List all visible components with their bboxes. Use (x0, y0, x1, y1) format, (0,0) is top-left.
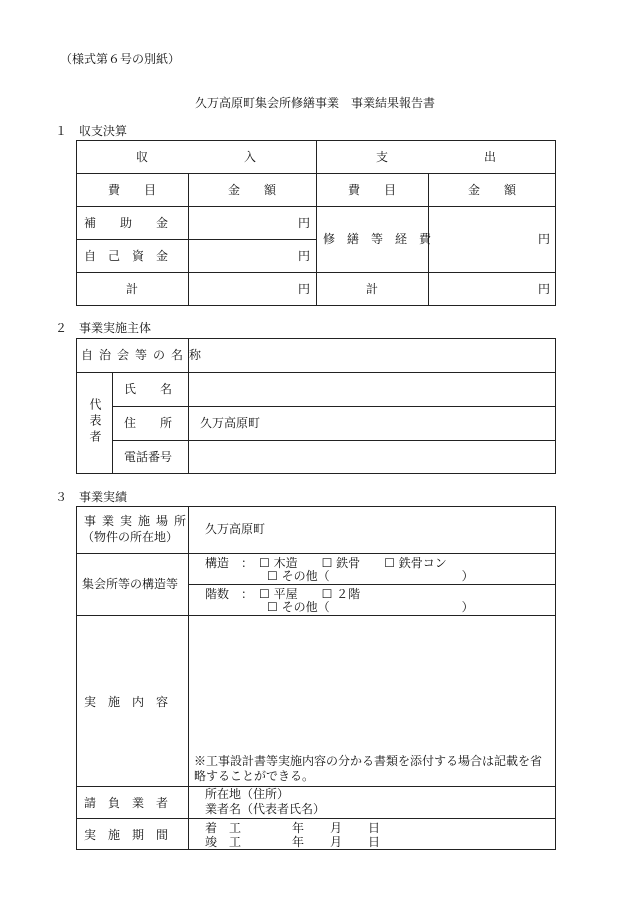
subsidy-label: 補 助 金 (84, 216, 169, 230)
floors-row1: 階数 ： ☐ 平屋 ☐ ２階 (205, 587, 361, 601)
representative-label: 代表者 (88, 398, 102, 446)
repair-expense-label: 修 繕 等 経 費 (323, 232, 432, 246)
content-note-2: 略することができる。 (194, 769, 315, 783)
address-label: 住 所 (124, 416, 173, 430)
contractor-location: 所在地（住所） (205, 787, 290, 801)
own-funds-label: 自 己 資 金 (84, 249, 169, 263)
end-month: 月 (330, 835, 343, 849)
section2-heading: ２ 事業実施主体 (55, 321, 152, 335)
start-year: 年 (292, 821, 305, 835)
income-total-label: 計 (125, 282, 138, 296)
income-header: 収 入 (135, 150, 256, 164)
contractor-name: 業者名（代表者氏名） (205, 802, 326, 816)
page-title: 久万高原町集会所修繕事業 事業結果報告書 (194, 96, 435, 110)
content-note-1: ※工事設計書等実施内容の分かる書類を添付する場合は記載を省 (194, 754, 543, 768)
start-label: 着 工 (205, 821, 242, 835)
period-label: 実 施 期 間 (84, 828, 169, 842)
income-total-yen: 円 (297, 282, 310, 296)
place-sublabel: （物件の所在地） (82, 530, 179, 544)
own-funds-yen: 円 (297, 249, 310, 263)
expense-amount-header: 金 額 (467, 183, 516, 197)
structure-label: 集会所等の構造等 (82, 577, 179, 591)
place-label: 事業実施場所 (84, 514, 193, 528)
expense-total-label: 計 (365, 282, 378, 296)
section1-heading: １ 収支決算 (55, 124, 128, 138)
start-month: 月 (330, 821, 343, 835)
expense-header: 支 出 (375, 150, 496, 164)
section3-heading: ３ 事業実績 (55, 490, 128, 504)
end-year: 年 (292, 835, 305, 849)
contractor-label: 請 負 業 者 (84, 796, 169, 810)
phone-label: 電話番号 (124, 450, 173, 464)
end-label: 竣 工 (205, 835, 242, 849)
place-value: 久万高原町 (205, 522, 266, 536)
start-day: 日 (368, 821, 381, 835)
subsidy-yen: 円 (297, 216, 310, 230)
end-day: 日 (368, 835, 381, 849)
form-note: （様式第６号の別紙） (60, 52, 181, 66)
repair-expense-yen: 円 (537, 232, 550, 246)
structure-row2: ☐ その他（ ） (267, 569, 474, 583)
expense-item-header: 費 目 (347, 183, 396, 197)
content-label: 実 施 内 容 (84, 695, 169, 709)
floors-row2: ☐ その他（ ） (267, 600, 474, 614)
org-name-label: 自治会等の名称 (81, 348, 208, 362)
income-item-header: 費 目 (107, 183, 156, 197)
expense-total-yen: 円 (537, 282, 550, 296)
income-amount-header: 金 額 (227, 183, 276, 197)
address-value: 久万高原町 (200, 416, 261, 430)
name-label: 氏 名 (124, 382, 173, 396)
structure-row1: 構造 ： ☐ 木造 ☐ 鉄骨 ☐ 鉄骨コン (205, 556, 447, 570)
